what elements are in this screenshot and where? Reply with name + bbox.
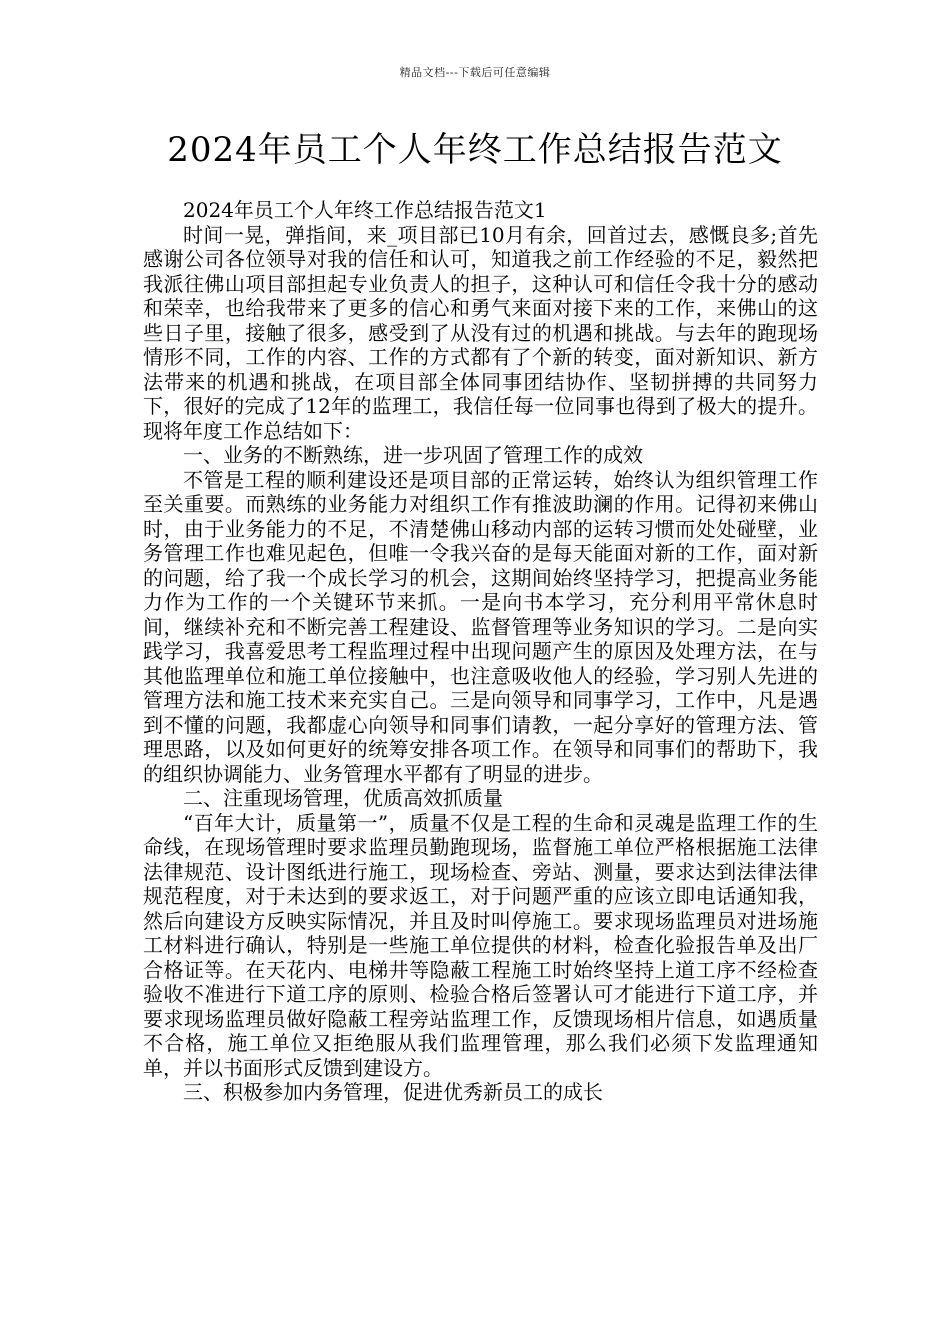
section-heading-3: 三、积极参加内务管理，促进优秀新员工的成长 — [183, 1080, 603, 1104]
section-heading-1: 一、业务的不断熟练，进一步巩固了管理工作的成效 — [183, 443, 643, 467]
section-heading-2: 二、注重现场管理，优质高效抓质量 — [183, 786, 503, 810]
section-2-paragraph: “百年大计，质量第一”，质量不仅是工程的生命和灵魂是监理工作的生命线，在现场管理时要求监理员勤跑现场，监督施工单位严格根据施工法律法律规范、设计图纸进行施工，现场检查、旁站、测量，要求达到法律法律规范程度，对于未达到的要求返工，对于问题严重的应该立即电话通知我，然后向建设方反映实际情况，并且及时叫停施工。要求现场监理员对进场施工材料进行确认，特别是一些施工单位提供的材料，检查化验报告单及出厂合格证等。在天花内、电梯井等隐蔽工程施工时始终坚持上道工序不经检查验收不准进行下道工序的原则、检验合格后签署认可才能进行下道工序，并要求现场监理员做好隐蔽工程旁站监理工作，反馈现场相片信息，如遇质量不合格，施工单位又拒绝服从我们监理管理，那么我们必须下发监理通知单，并以书面形式反馈到建设方。 — [143, 810, 818, 1080]
document-body — [143, 198, 818, 1105]
subtitle-paragraph: 2024年员工个人年终工作总结报告范文1 — [183, 198, 547, 222]
document-title: 2024年员工个人年终工作总结报告范文 — [167, 130, 783, 170]
section-1-paragraph: 不管是工程的顺利建设还是项目部的正常运转，始终认为组织管理工作至关重要。而熟练的业务能力对组织工作有推波助澜的作用。记得初来佛山时，由于业务能力的不足，不清楚佛山移动内部的运转习惯而处处碰壁，业务管理工作也难见起色，但唯一令我兴奋的是每天能面对新的工作，面对新的问题，给了我一个成长学习的机会，这期间始终坚持学习，把提高业务能力作为工作的一个关键环节来抓。一是向书本学习，充分利用平常休息时间，继续补充和不断完善工程建设、监督管理等业务知识的学习。二是向实践学习，我喜爱思考工程监理过程中出现问题产生的原因及处理方法，在与其他监理单位和施工单位接触中，也注意吸收他人的经验，学习别人先进的管理方法和施工技术来充实自己。三是向领导和同事学习，工作中，凡是遇到不懂的问题，我都虚心向领导和同事们请教，一起分享好的管理方法、管理思路，以及如何更好的统筹安排各项工作。在领导和同事们的帮助下，我的组织协调能力、业务管理水平都有了明显的进步。 — [143, 467, 818, 786]
header-note: 精品文档---下载后可任意编辑 — [399, 66, 551, 79]
intro-paragraph: 时间一晃，弹指间，来_项目部已10月有余，回首过去，感慨良多;首先感谢公司各位领导对我的信任和认可，知道我之前工作经验的不足，毅然把我派往佛山项目部担起专业负责人的担子，这种认可和信任令我十分的感动和荣幸，也给我带来了更多的信心和勇气来面对接下来的工作，来佛山的这些日子里，接触了很多，感受到了从没有过的机遇和挑战。与去年的跑现场情形不同，工作的内容、工作的方式都有了个新的转变，面对新知识、新方法带来的机遇和挑战，在项目部全体同事团结协作、坚韧拼搏的共同努力下，很好的完成了12年的监理工，我信任每一位同事也得到了极大的提升。现将年度工作总结如下： — [143, 222, 818, 443]
